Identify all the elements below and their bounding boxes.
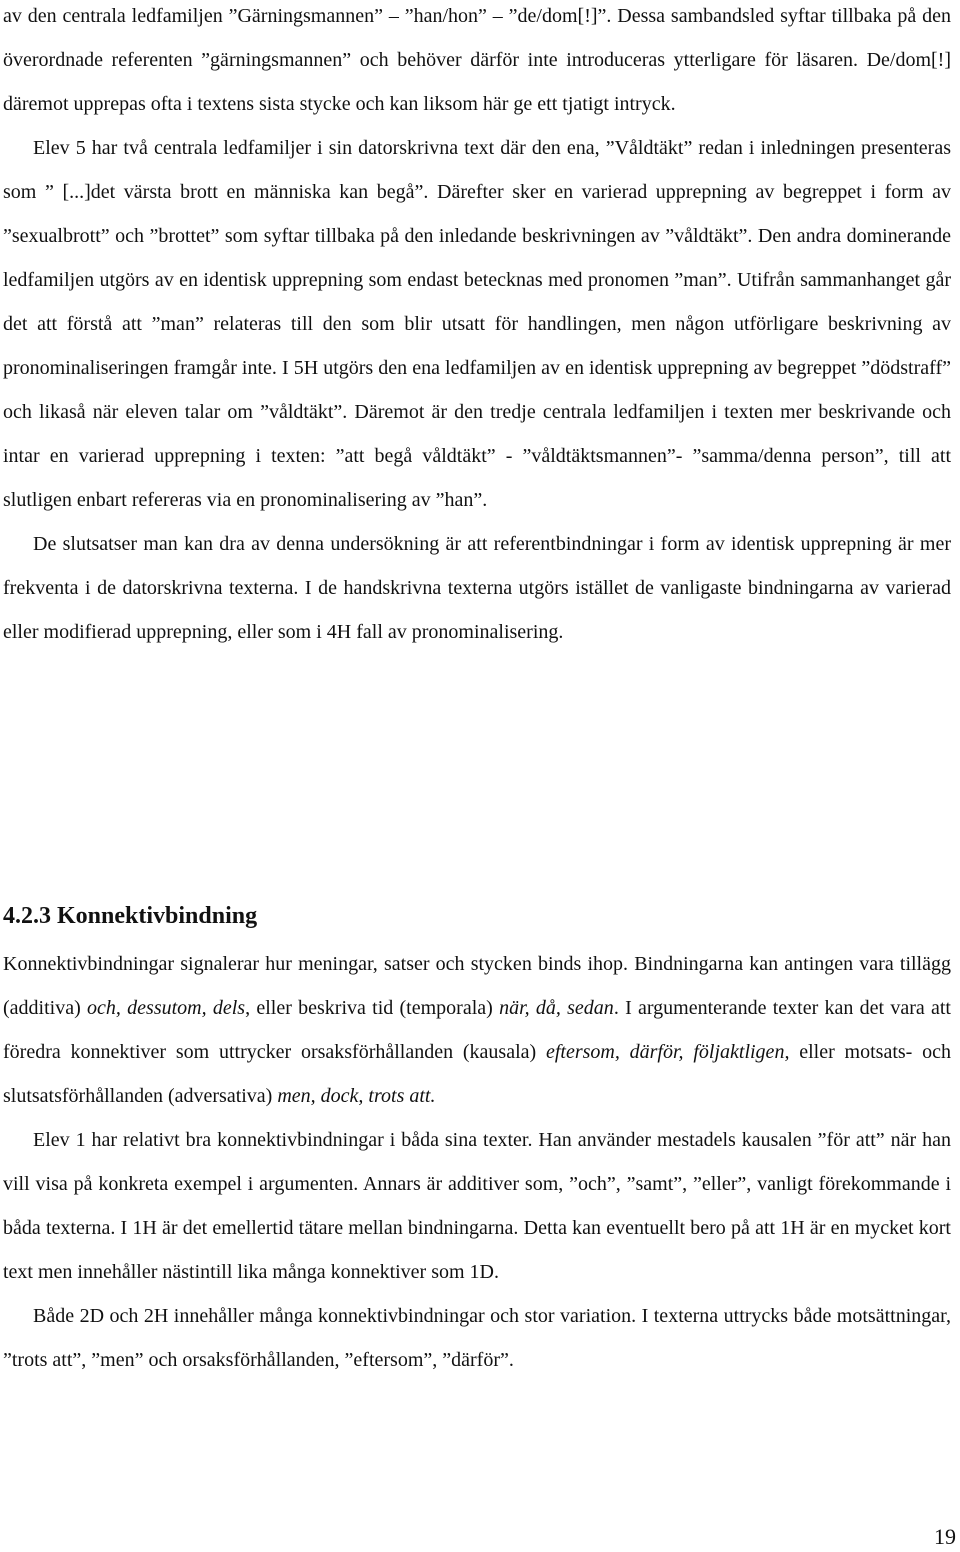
italic-examples: när, då, sedan (499, 997, 614, 1019)
paragraph (3, 942, 951, 1118)
section-heading: 4.2.3 Konnektivbindning (3, 903, 258, 929)
text-block-ledfamiljer (3, 0, 951, 654)
paragraph: Elev 5 har två centrala ledfamiljer i sin datorskrivna text där den ena, ”Våldtäkt” redan i inledningen presenteras som ” [...]det värsta brott en människa kan begå”. Därefter sker en varierad upprepning av begreppet i form av ”sexualbrott” och ”brottet” som syftar tillbaka på den inledande beskrivningen av ”våldtäkt”. Den andra dominerande ledfamiljen utgörs av en identisk upprepning som endast betecknas med pronomen ”man”. Utifrån sammanhanget går det att förstå att ”man” relateras till den som blir utsatt för handlingen, men någon utförligare beskrivning av pronominaliseringen framgår inte. I 5H utgörs den ena ledfamiljen av en identisk upprepning av begreppet ”dödstraff” och likaså när eleven talar om ”våldtäkt”. Däremot är den tredje centrala ledfamiljen i texten mer beskrivande och intar en varierad upprepning i texten: ”att begå våldtäkt” - ”våldtäktsmannen”- ”samma/denna person”, till att slutligen enbart refereras via en pronominalisering av ”han”. (3, 137, 951, 511)
text-run: Konnektivbindningar signalerar hur meningar, satser och stycken binds ihop. Bindningarna kan antingen vara tillägg (additiva) (3, 953, 951, 1019)
document-page (3, 0, 951, 1371)
text-block-konnektivbindning (3, 942, 951, 1382)
text-run: . I argumenterande texter kan det vara att föredra konnektiver som uttrycker orsaksförhållanden (kausala) (3, 997, 951, 1063)
paragraph: Elev 1 har relativt bra konnektivbindningar i båda sina texter. Han använder mestadels kausalen ”för att” när han vill visa på konkreta exempel i argumenten. Annars är additiver som, ”och”, ”samt”, ”eller”, vanligt förekommande i båda texterna. I 1H är det emellertid tätare mellan bindningarna. Detta kan eventuellt bero på att 1H är en mycket kort text men innehåller nästintill lika många konnektiver som 1D. (3, 1129, 951, 1283)
italic-examples: men, dock, trots att. (277, 1085, 436, 1107)
paragraph: av den centrala ledfamiljen ”Gärningsmannen” – ”han/hon” – ”de/dom[!]”. Dessa sambandsled syftar tillbaka på den överordnade referenten ”gärningsmannen” och behöver därför inte introduceras ytterligare för läsaren. De/dom[!] däremot upprepas ofta i textens sista stycke och kan liksom här ge ett tjatigt intryck. (3, 5, 951, 115)
text-run: , eller beskriva tid (temporala) (245, 997, 500, 1019)
page-number: 19 (934, 1524, 956, 1549)
italic-examples: och, dessutom, dels (87, 997, 246, 1019)
paragraph: De slutsatser man kan dra av denna undersökning är att referentbindningar i form av identisk upprepning är mer frekventa i de datorskrivna texterna. I de handskrivna texterna utgörs istället de vanligaste bindningarna av varierad eller modifierad upprepning, eller som i 4H fall av pronominalisering. (3, 533, 951, 643)
text-run: eller motsats- och slutsatsförhållanden (adversativa) (3, 1041, 951, 1107)
italic-examples: eftersom, därför, följaktligen, (545, 1041, 790, 1063)
paragraph: Både 2D och 2H innehåller många konnektivbindningar och stor variation. I texterna uttrycks både motsättningar, ”trots att”, ”men” och orsaksförhållanden, ”eftersom”, ”därför”. (3, 1305, 951, 1371)
